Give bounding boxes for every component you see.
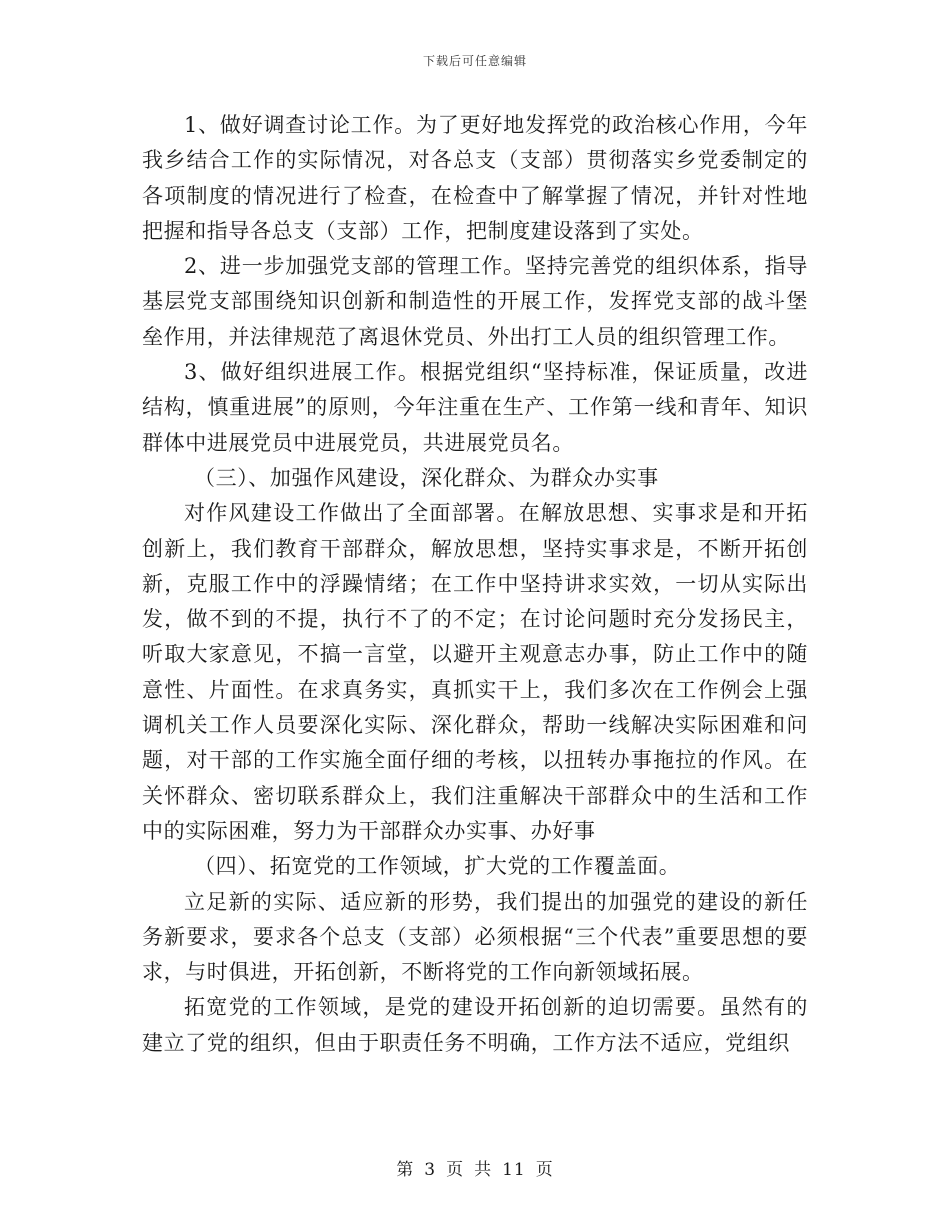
- footer-total-pages: 11: [502, 1160, 526, 1180]
- paragraph-1: 1、做好调查讨论工作。为了更好地发挥党的政治核心作用，今年我乡结合工作的实际情况，对各总支（支部）贯彻落实乡党委制定的各项制度的情况进行了检查，在检查中了解掌握了情况，并针对性地把握和指导各总支（支部）工作，把制度建设落到了实处。: [142, 113, 808, 243]
- footer-prefix: 第: [396, 1160, 415, 1180]
- footer-total-label: 共: [474, 1160, 493, 1180]
- section-heading-4: （四）、拓宽党的工作领域，扩大党的工作覆盖面。: [194, 854, 681, 879]
- paragraph-3: 3、做好组织进展工作。根据党组织“坚持标准，保证质量，改进结构，慎重进展”的原则，今年注重在生产、工作第一线和青年、知识群体中进展党员中进展党员，共进展党员名。: [142, 360, 808, 455]
- section-heading-3: （三）、加强作风建设，深化群众、为群众办实事: [194, 465, 659, 490]
- paragraph-6: 拓宽党的工作领域，是党的建设开拓创新的迫切需要。虽然有的建立了党的组织，但由于职责任务不明确，工作方法不适应，党组织: [142, 995, 808, 1055]
- footer-suffix: 页: [535, 1160, 554, 1180]
- page-header: 下载后可任意编辑: [422, 54, 527, 68]
- page-footer: [0, 1155, 950, 1180]
- footer-page-label: 页: [446, 1160, 465, 1180]
- paragraph-2: 2、进一步加强党支部的管理工作。坚持完善党的组织体系，指导基层党支部围绕知识创新和制造性的开展工作，发挥党支部的战斗堡垒作用，并法律规范了离退休党员、外出打工人员的组织管理工作。: [142, 254, 808, 349]
- document-body: [142, 108, 808, 1061]
- paragraph-4: 对作风建设工作做出了全面部署。在解放思想、实事求是和开拓创新上，我们教育干部群众，解放思想，坚持实事求是，不断开拓创新，克服工作中的浮躁情绪；在工作中坚持讲求实效，一切从实际出发，做不到的不提，执行不了的不定；在讨论问题时充分发扬民主，听取大家意见，不搞一言堂，以避开主观意志办事，防止工作中的随意性、片面性。在求真务实，真抓实干上，我们多次在工作例会上强调机关工作人员要深化实际、深化群众，帮助一线解决实际困难和问题，对干部的工作实施全面仔细的考核，以扭转办事拖拉的作风。在关怀群众、密切联系群众上，我们注重解决干部群众中的生活和工作中的实际困难，努力为干部群众办实事、办好事: [142, 501, 808, 843]
- footer-page-number: 3: [424, 1160, 437, 1180]
- paragraph-5: 立足新的实际、适应新的形势，我们提出的加强党的建设的新任务新要求，要求各个总支（支部）必须根据“三个代表”重要思想的要求，与时俱进，开拓创新，不断将党的工作向新领域拓展。: [142, 889, 808, 985]
